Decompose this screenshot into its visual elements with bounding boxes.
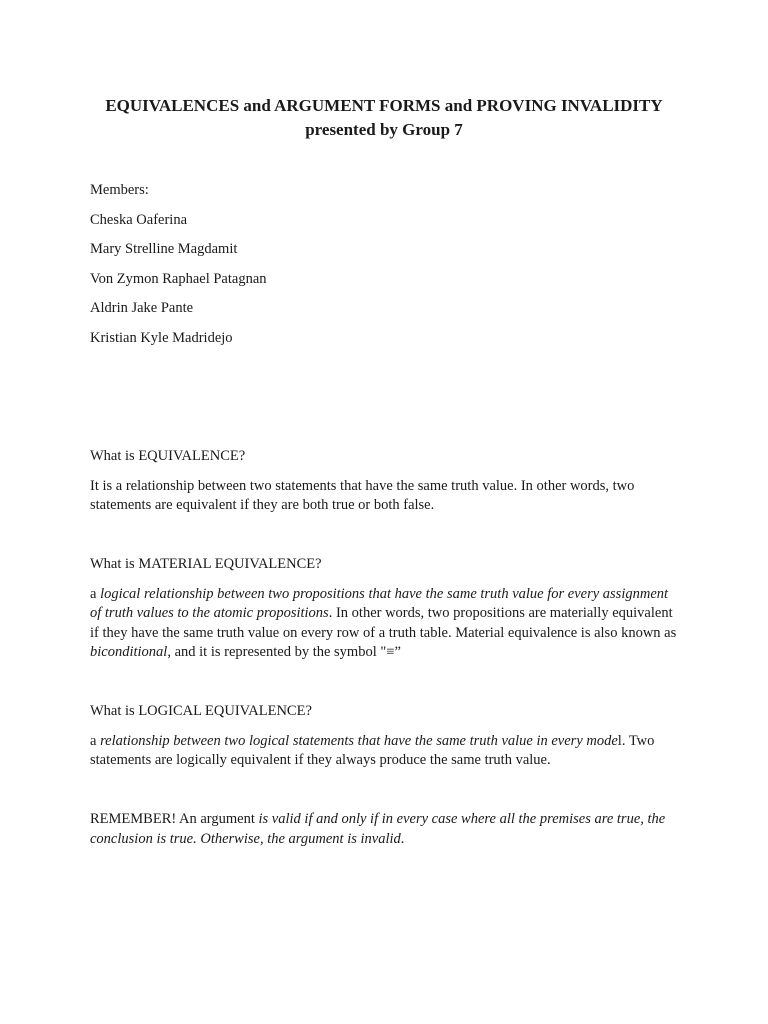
member-name: Kristian Kyle Madridejo (90, 329, 233, 346)
section-remember (90, 810, 680, 849)
logical-question: What is LOGICAL EQUIVALENCE? (90, 703, 312, 719)
member-name: Cheska Oaferina (90, 211, 188, 228)
material-answer-suffix: , and it is represented by the symbol "≡” (167, 644, 401, 661)
equivalence-question: What is EQUIVALENCE? (90, 448, 246, 464)
material-answer-body: . In other words, two propositions are materially equivalent if they have the same truth value on every row of a truth table. Material equivalence is also known as (90, 605, 677, 641)
section-logical-equivalence (90, 702, 680, 771)
material-answer-term: biconditional (90, 644, 168, 661)
logical-answer-suffix: l. Two statements are logically equivalent if they always produce the same truth value. (90, 732, 655, 769)
member-name: Mary Strelline Magdamit (90, 241, 238, 258)
equivalence-answer: It is a relationship between two statements that have the same truth value. In other words, two statements are equivalent if they are both true or both false. (90, 477, 635, 514)
material-answer (90, 585, 680, 663)
logical-answer (90, 732, 680, 771)
document-title (0, 94, 768, 142)
material-answer-definition: logical relationship between two propositions that have the same truth value for every assignment of truth values to the atomic propositions (90, 585, 669, 622)
remember-note (90, 810, 680, 849)
member-name: Von Zymon Raphael Patagnan (90, 270, 267, 287)
remember-rule: is valid if and only if in every case where all the premises are true, the conclusion is true. Otherwise, the argument is invalid (90, 811, 666, 847)
title-line-2: presented by Group 7 (305, 120, 463, 139)
logical-answer-definition: relationship between two logical statements that have the same truth value in every mode (100, 732, 618, 749)
material-answer-prefix: a (90, 585, 101, 602)
material-question: What is MATERIAL EQUIVALENCE? (90, 556, 322, 572)
section-equivalence (90, 447, 680, 516)
remember-suffix: . (400, 830, 405, 847)
remember-prefix: REMEMBER! An argument (90, 811, 259, 827)
members-heading: Members: (90, 182, 149, 198)
member-name: Aldrin Jake Pante (90, 300, 194, 317)
logical-answer-prefix: a (90, 732, 101, 749)
title-line-1: EQUIVALENCES and ARGUMENT FORMS and PROVING INVALIDITY (105, 96, 663, 115)
members-list (90, 180, 690, 358)
section-material-equivalence (90, 555, 680, 663)
